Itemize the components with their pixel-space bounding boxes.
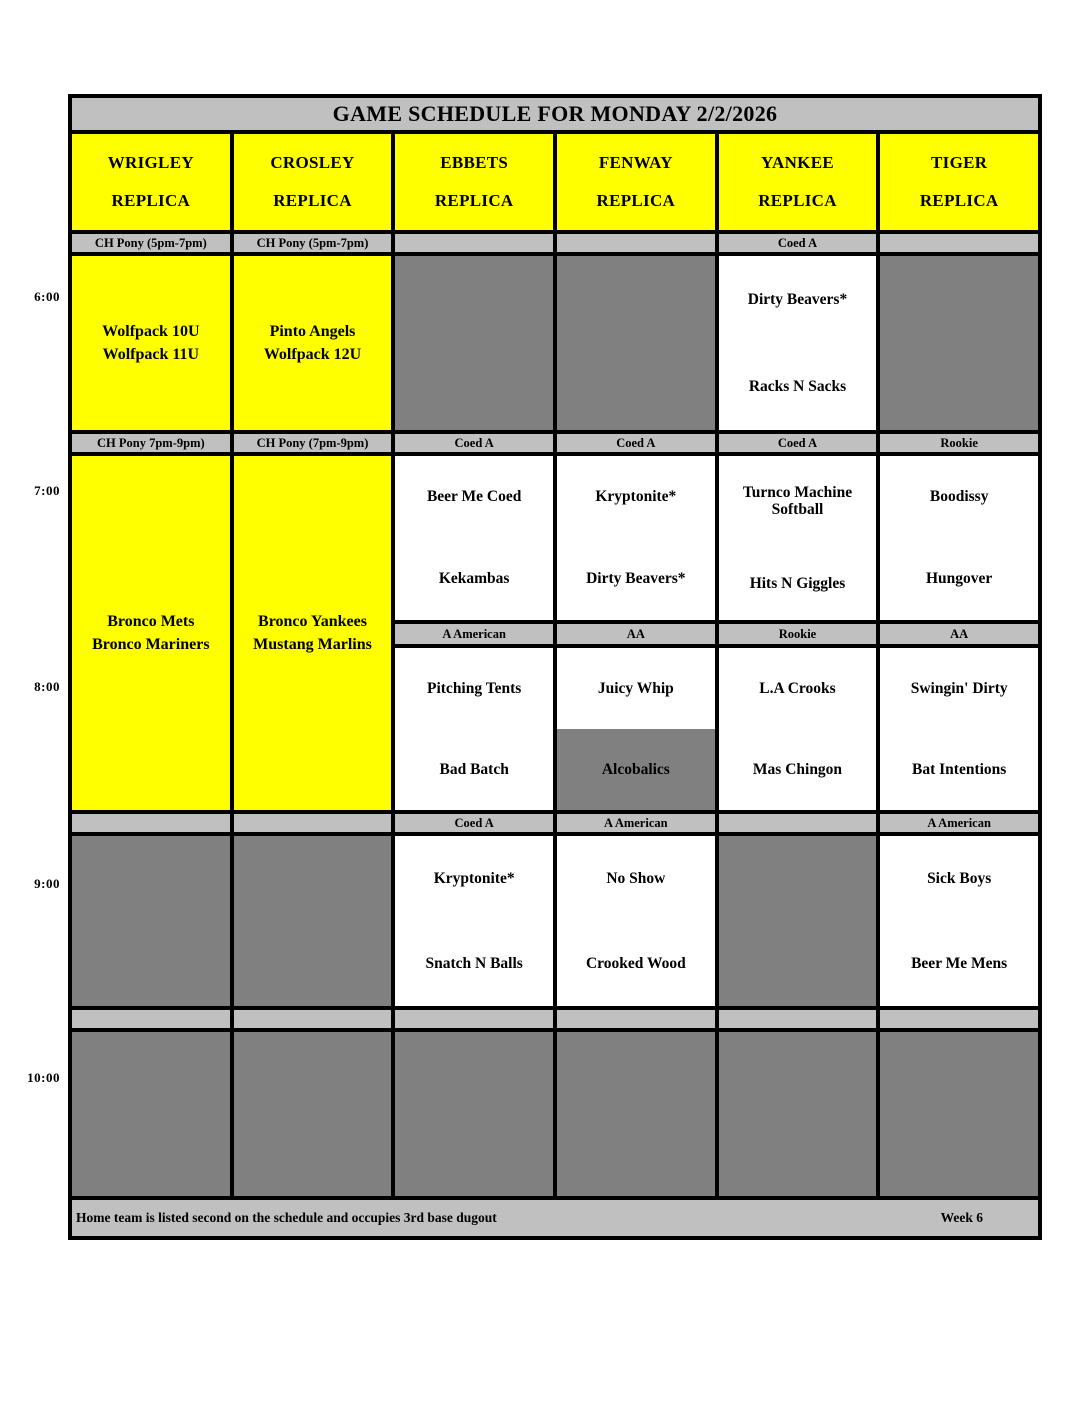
game-cell-fenway-700 — [557, 456, 715, 620]
venue-name: WRIGLEY — [107, 152, 194, 172]
home-team: Crooked Wood — [585, 954, 686, 972]
league-strip: Coed A — [557, 434, 715, 452]
home-team: Bad Batch — [439, 760, 509, 778]
game-cell-ebbets-900 — [395, 836, 553, 1006]
league-strip: Coed A — [719, 434, 877, 452]
home-team: Bat Intentions — [912, 760, 1007, 778]
empty-slot — [880, 256, 1038, 430]
team-line: Bronco Mariners — [92, 636, 210, 653]
away-team: Turnco Machine Softball — [742, 483, 853, 519]
time-label-6: 6:00 — [34, 289, 60, 304]
venue-header-yankee — [719, 134, 877, 230]
away-team: L.A Crooks — [759, 679, 836, 697]
game-cell-crosley-600 — [234, 256, 392, 430]
game-cell-tiger-800 — [880, 648, 1038, 810]
game-cell-tiger-700 — [880, 456, 1038, 620]
team-line: Bronco Mets — [107, 612, 195, 630]
away-team: Kryptonite* — [433, 869, 515, 887]
empty-slot — [719, 1032, 877, 1196]
league-strip: A American — [880, 814, 1038, 832]
league-strip — [719, 1010, 877, 1028]
home-team: Dirty Beavers* — [586, 570, 686, 588]
away-team: Sick Boys — [927, 869, 992, 887]
empty-slot — [557, 256, 715, 430]
away-team: Juicy Whip — [597, 679, 674, 697]
schedule-grid — [68, 94, 1042, 1240]
away-team: Kryptonite* — [595, 488, 677, 506]
away-team: Pitching Tents — [427, 679, 522, 697]
week-label: Week 6 — [940, 1210, 983, 1225]
league-strip: CH Pony (7pm-9pm) — [234, 434, 392, 452]
empty-slot — [234, 836, 392, 1006]
venue-subname: REPLICA — [111, 191, 191, 211]
league-strip — [395, 1010, 553, 1028]
game-cell-yankee-600 — [719, 256, 877, 430]
venue-header-tiger — [880, 134, 1038, 230]
league-strip: Coed A — [395, 434, 553, 452]
empty-slot — [395, 256, 553, 430]
time-label-7: 7:00 — [34, 483, 60, 498]
home-team: Mas Chingon — [752, 760, 843, 778]
game-cell-wrigley-700-800 — [72, 456, 230, 810]
time-label-10: 10:00 — [27, 1070, 60, 1085]
away-team: Swingin' Dirty — [910, 679, 1008, 697]
league-strip: A American — [557, 814, 715, 832]
empty-slot — [557, 1032, 715, 1196]
game-cell-fenway-800 — [557, 648, 715, 810]
league-strip: Coed A — [395, 814, 553, 832]
time-label-9: 9:00 — [34, 876, 60, 891]
venue-subname: REPLICA — [273, 191, 352, 211]
empty-slot — [72, 1032, 230, 1196]
league-strip — [880, 234, 1038, 252]
league-strip: Rookie — [719, 624, 877, 644]
game-cell-yankee-800 — [719, 648, 877, 810]
home-team: Alcobalics — [557, 729, 715, 810]
home-team: Racks N Sacks — [748, 377, 847, 395]
time-label-8: 8:00 — [34, 679, 60, 694]
venue-name: YANKEE — [761, 152, 834, 172]
league-strip — [234, 1010, 392, 1028]
league-strip: AA — [880, 624, 1038, 644]
venue-subname: REPLICA — [758, 191, 837, 211]
home-team: Kekambas — [438, 570, 510, 588]
home-team: Hungover — [926, 570, 993, 588]
league-strip — [234, 814, 392, 832]
home-team-note: Home team is listed second on the schedule and occupies 3rd base dugout — [76, 1210, 497, 1225]
team-line: Mustang Marlins — [253, 636, 372, 653]
empty-slot — [72, 836, 230, 1006]
away-team: No Show — [606, 869, 666, 887]
home-team: Beer Me Mens — [911, 954, 1008, 972]
venue-header-ebbets — [395, 134, 553, 230]
venue-header-wrigley — [72, 134, 230, 230]
venue-header-crosley — [234, 134, 392, 230]
venue-name: EBBETS — [440, 152, 509, 172]
league-strip — [395, 234, 553, 252]
game-cell-wrigley-600 — [72, 256, 230, 430]
footer-bar — [72, 1200, 1038, 1236]
league-strip: AA — [557, 624, 715, 644]
venue-name: FENWAY — [598, 152, 673, 172]
empty-slot — [719, 836, 877, 1006]
game-cell-ebbets-700 — [395, 456, 553, 620]
venue-subname: REPLICA — [434, 191, 514, 211]
league-strip — [557, 1010, 715, 1028]
game-cell-ebbets-800 — [395, 648, 553, 810]
empty-slot — [395, 1032, 553, 1196]
empty-slot — [234, 1032, 392, 1196]
home-team: Snatch N Balls — [425, 954, 523, 972]
game-cell-yankee-700 — [719, 456, 877, 620]
league-strip: A American — [395, 624, 553, 644]
league-strip — [72, 814, 230, 832]
away-team: Beer Me Coed — [426, 488, 522, 506]
league-strip: Rookie — [880, 434, 1038, 452]
venue-header-fenway — [557, 134, 715, 230]
game-cell-crosley-700-800 — [234, 456, 392, 810]
team-line: Pinto Angels — [269, 322, 356, 340]
league-strip: Coed A — [719, 234, 877, 252]
team-line: Wolfpack 12U — [263, 346, 362, 363]
page-title: GAME SCHEDULE FOR MONDAY 2/2/2026 — [72, 98, 1038, 130]
away-team: Dirty Beavers* — [747, 290, 848, 308]
empty-slot — [880, 1032, 1038, 1196]
league-strip: CH Pony 7pm-9pm) — [72, 434, 230, 452]
league-strip — [880, 1010, 1038, 1028]
away-team: Boodissy — [929, 488, 989, 506]
home-team: Hits N Giggles — [749, 574, 846, 592]
game-cell-fenway-900 — [557, 836, 715, 1006]
team-line: Wolfpack 10U — [102, 322, 200, 340]
game-cell-tiger-900 — [880, 836, 1038, 1006]
team-line: Wolfpack 11U — [102, 346, 200, 363]
league-strip: CH Pony (5pm-7pm) — [72, 234, 230, 252]
venue-subname: REPLICA — [919, 191, 999, 211]
league-strip — [72, 1010, 230, 1028]
league-strip — [557, 234, 715, 252]
venue-name: CROSLEY — [270, 152, 355, 172]
league-strip — [719, 814, 877, 832]
league-strip: CH Pony (5pm-7pm) — [234, 234, 392, 252]
venue-subname: REPLICA — [596, 191, 676, 211]
venue-name: TIGER — [931, 152, 988, 172]
team-line: Bronco Yankees — [258, 612, 367, 630]
